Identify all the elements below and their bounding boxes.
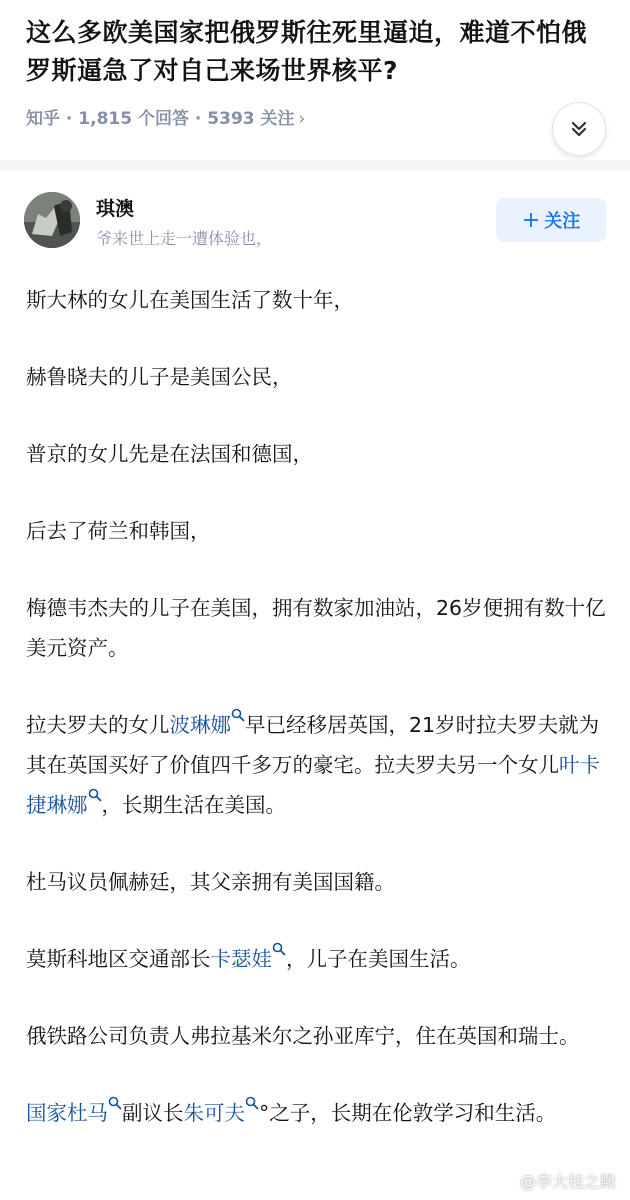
- question-meta[interactable]: [26, 104, 305, 129]
- text-run: 莫斯科地区交通部长: [26, 947, 211, 971]
- plus-icon: +: [521, 207, 541, 233]
- answer-paragraph: 斯大林的女儿在美国生活了数十年，: [26, 288, 354, 312]
- search-icon[interactable]: [231, 708, 245, 722]
- weibo-logo-icon: [492, 1171, 516, 1191]
- follow-label: 关注: [544, 211, 581, 232]
- answer-paragraph: 赫鲁晓夫的儿子是美国公民，: [26, 365, 293, 389]
- avatar-image: [24, 192, 80, 248]
- search-link-kaseva[interactable]: 卡瑟娃: [210, 947, 272, 971]
- search-icon[interactable]: [88, 788, 102, 802]
- author-name[interactable]: 琪澳: [96, 198, 135, 220]
- search-icon[interactable]: [245, 1096, 259, 1110]
- weibo-watermark: [492, 1169, 616, 1192]
- answer-paragraph: [26, 939, 606, 979]
- question-meta-text: 知乎 · 1,815 个回答 · 5393 关注: [26, 109, 295, 129]
- text-run: 副议长: [122, 1101, 184, 1125]
- text-run: °之子，长期在伦敦学习和生活。: [259, 1101, 557, 1125]
- expand-button[interactable]: [552, 102, 606, 156]
- answer-paragraph: 杜马议员佩赫廷，其父亲拥有美国国籍。: [26, 870, 395, 894]
- text-run: ，长期生活在美国。: [101, 793, 286, 817]
- watermark-text: @李大桂之殿: [519, 1172, 616, 1191]
- follow-button[interactable]: [496, 198, 606, 242]
- search-link-yekaterina[interactable]: 叶卡捷琳娜: [26, 753, 600, 817]
- text-run: ，儿子在美国生活。: [286, 947, 471, 971]
- search-link-bolinna[interactable]: 波琳娜: [169, 713, 231, 737]
- author-card: [0, 170, 630, 260]
- question-title[interactable]: 这么多欧美国家把俄罗斯往死里逼迫，难道不怕俄罗斯逼急了对自己来场世界核平?: [26, 18, 588, 85]
- search-icon[interactable]: [272, 942, 286, 956]
- answer-paragraph: [26, 1093, 606, 1133]
- question-header: [0, 0, 630, 158]
- author-bio: 爷来世上走一遭体验也，: [96, 229, 273, 248]
- text-run: 早已经移居英国，21岁时拉夫罗夫就为其在英国买好了价值四千多万的豪宅。拉夫罗夫另一个女儿: [26, 713, 600, 777]
- search-link-zhukov[interactable]: 朱可夫: [183, 1101, 245, 1125]
- answer-paragraph: [26, 705, 606, 825]
- answer-paragraph: 后去了荷兰和韩国，: [26, 519, 211, 543]
- answer-paragraph: 梅德韦杰夫的儿子在美国，拥有数家加油站，26岁便拥有数十亿美元资产。: [26, 596, 606, 660]
- avatar[interactable]: [24, 192, 80, 248]
- text-run: 拉夫罗夫的女儿: [26, 713, 170, 737]
- chevron-right-icon: ›: [298, 109, 306, 129]
- search-link-state-duma[interactable]: 国家杜马: [26, 1101, 108, 1125]
- double-chevron-down-icon: [568, 118, 590, 140]
- answer-paragraph: 普京的女儿先是在法国和德国，: [26, 442, 313, 466]
- section-divider: [0, 160, 630, 170]
- answer-paragraph: 俄铁路公司负责人弗拉基米尔之孙亚库宁，住在英国和瑞士。: [26, 1024, 580, 1048]
- search-icon[interactable]: [108, 1096, 122, 1110]
- answer-content: [26, 280, 606, 1170]
